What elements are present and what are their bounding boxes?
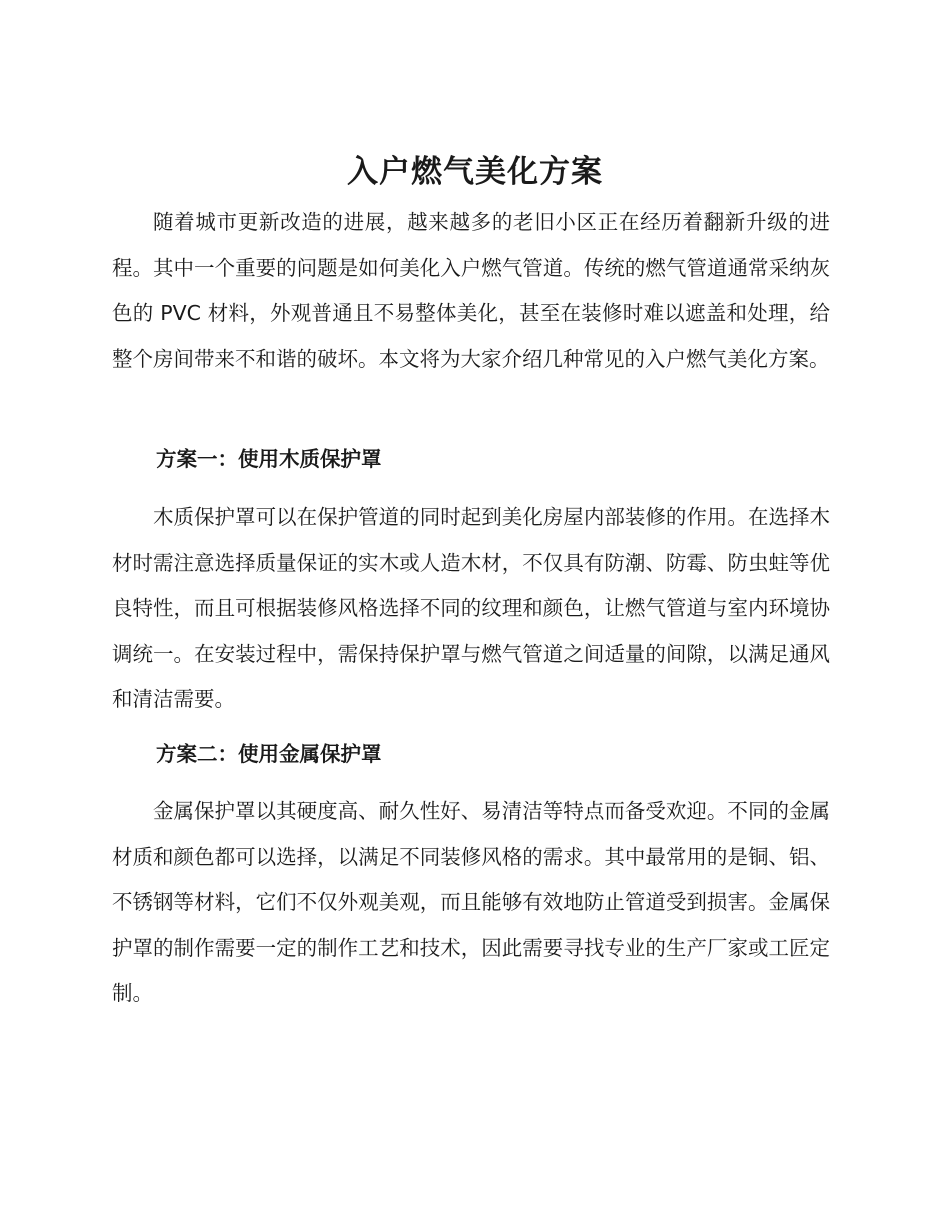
intro-paragraph: 随着城市更新改造的进展，越来越多的老旧小区正在经历着翻新升级的进程。其中一个重要的问题是如何美化入户燃气管道。传统的燃气管道通常采纳灰色的 PVC 材料，外观普通且不易整体美化，甚至在装修时难以遮盖和处理，给整个房间带来不和谐的破坏。本文将为大家介绍几种常见的入户燃气美化方案。 — [112, 210, 830, 371]
section-heading-metal-cover: 方案二：使用金属保护罩 — [156, 742, 382, 766]
section-heading-wood-cover: 方案一：使用木质保护罩 — [156, 447, 382, 471]
section-body-metal-cover: 金属保护罩以其硬度高、耐久性好、易清洁等特点而备受欢迎。不同的金属材质和颜色都可以选择，以满足不同装修风格的需求。其中最常用的是铜、铝、不锈钢等材料，它们不仅外观美观，而且能够有效地防止管道受到损害。金属保护罩的制作需要一定的制作工艺和技术，因此需要寻找专业的生产厂家或工匠定制。 — [112, 799, 830, 1005]
section-body-wood-cover: 木质保护罩可以在保护管道的同时起到美化房屋内部装修的作用。在选择木材时需注意选择质量保证的实木或人造木材，不仅具有防潮、防霉、防虫蛀等优良特性，而且可根据装修风格选择不同的纹理和颜色，让燃气管道与室内环境协调统一。在安装过程中，需保持保护罩与燃气管道之间适量的间隙，以满足通风和清洁需要。 — [112, 505, 830, 711]
document-title: 入户燃气美化方案 — [347, 154, 603, 190]
